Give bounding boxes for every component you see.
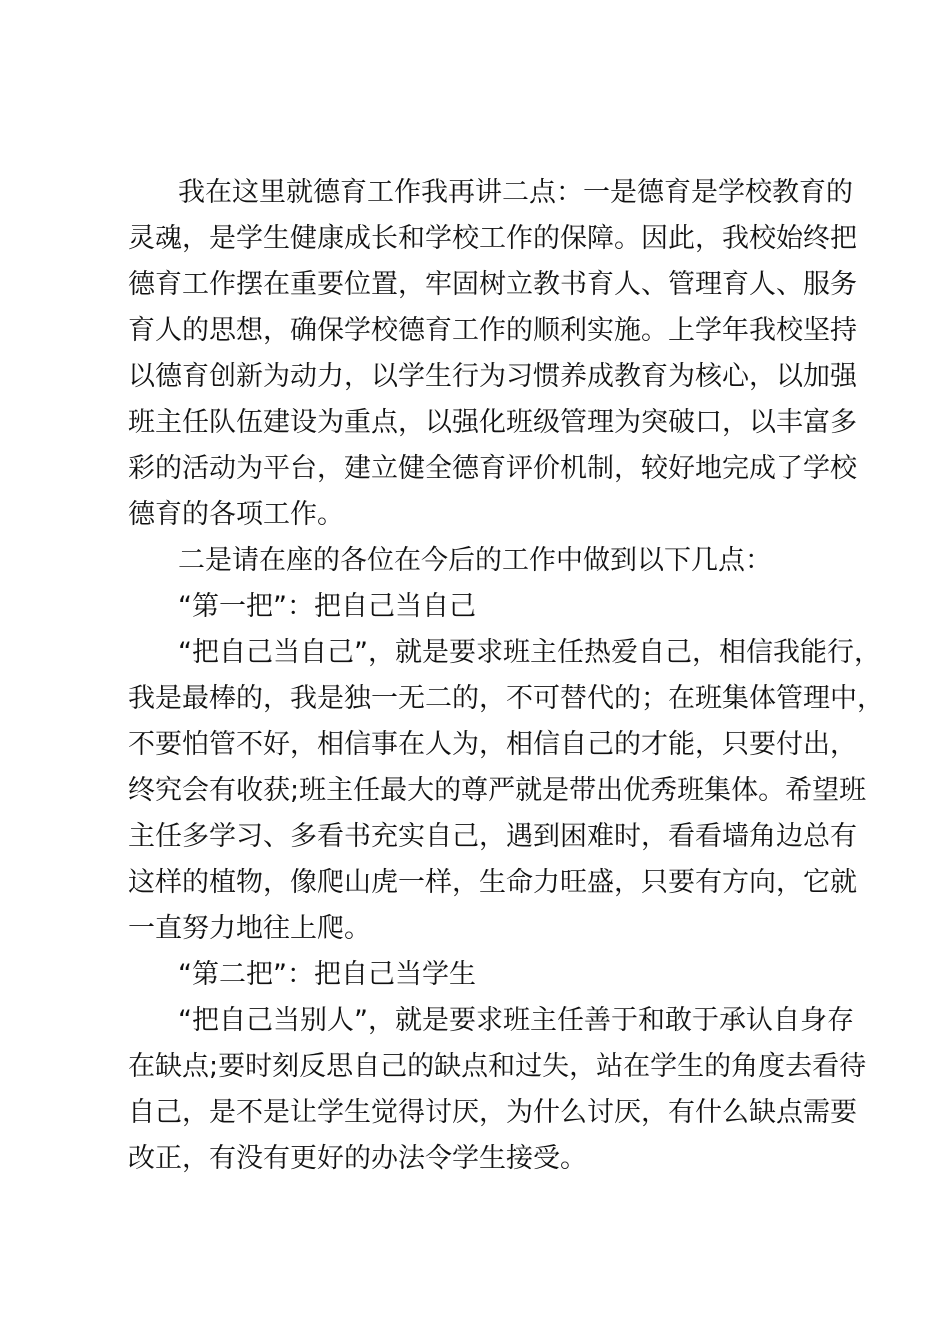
- paragraph-2-line-1: 二是请在座的各位在今后的工作中做到以下几点：: [178, 545, 772, 576]
- paragraph-3-line-3: 不要怕管不好，相信事在人为，相信自己的才能，只要付出，: [128, 729, 857, 760]
- paragraph-4-line-2: 在缺点;要时刻反思自己的缺点和过失，站在学生的角度去看待: [128, 1051, 867, 1082]
- paragraph-3-line-2: 我是最棒的，我是独一无二的，不可替代的；在班集体管理中，: [128, 683, 884, 714]
- paragraph-4-line-4: 改正，有没有更好的办法令学生接受。: [128, 1143, 587, 1174]
- paragraph-1-line-4: 育人的思想，确保学校德育工作的顺利实施。上学年我校坚持: [128, 315, 857, 346]
- paragraph-1-line-5: 以德育创新为动力，以学生行为习惯养成教育为核心，以加强: [128, 361, 857, 392]
- paragraph-3-line-5: 主任多学习、多看书充实自己，遇到困难时，看看墙角边总有: [128, 821, 857, 852]
- paragraph-3-line-4: 终究会有收获;班主任最大的尊严就是带出优秀班集体。希望班: [128, 775, 867, 806]
- body-text: [128, 170, 884, 1182]
- paragraph-3-line-6: 这样的植物，像爬山虎一样，生命力旺盛，只要有方向，它就: [128, 867, 857, 898]
- paragraph-1-line-8: 德育的各项工作。: [128, 499, 344, 530]
- paragraph-1-line-1: 我在这里就德育工作我再讲二点：一是德育是学校教育的: [178, 177, 853, 208]
- section-heading-first: “第一把”：把自己当自己: [178, 591, 476, 622]
- paragraph-1-line-6: 班主任队伍建设为重点，以强化班级管理为突破口，以丰富多: [128, 407, 857, 438]
- paragraph-1-line-2: 灵魂，是学生健康成长和学校工作的保障。因此，我校始终把: [128, 223, 857, 254]
- paragraph-1-line-7: 彩的活动为平台，建立健全德育评价机制，较好地完成了学校: [128, 453, 857, 484]
- paragraph-4-line-1: “把自己当别人”，就是要求班主任善于和敢于承认自身存: [178, 1005, 854, 1036]
- paragraph-3-line-7: 一直努力地往上爬。: [128, 913, 371, 944]
- paragraph-1-line-3: 德育工作摆在重要位置，牢固树立教书育人、管理育人、服务: [128, 269, 857, 300]
- section-heading-second: “第二把”：把自己当学生: [178, 959, 476, 990]
- paragraph-3-line-1: “把自己当自己”，就是要求班主任热爱自己，相信我能行，: [178, 637, 881, 668]
- paragraph-4-line-3: 自己，是不是让学生觉得讨厌，为什么讨厌，有什么缺点需要: [128, 1097, 857, 1128]
